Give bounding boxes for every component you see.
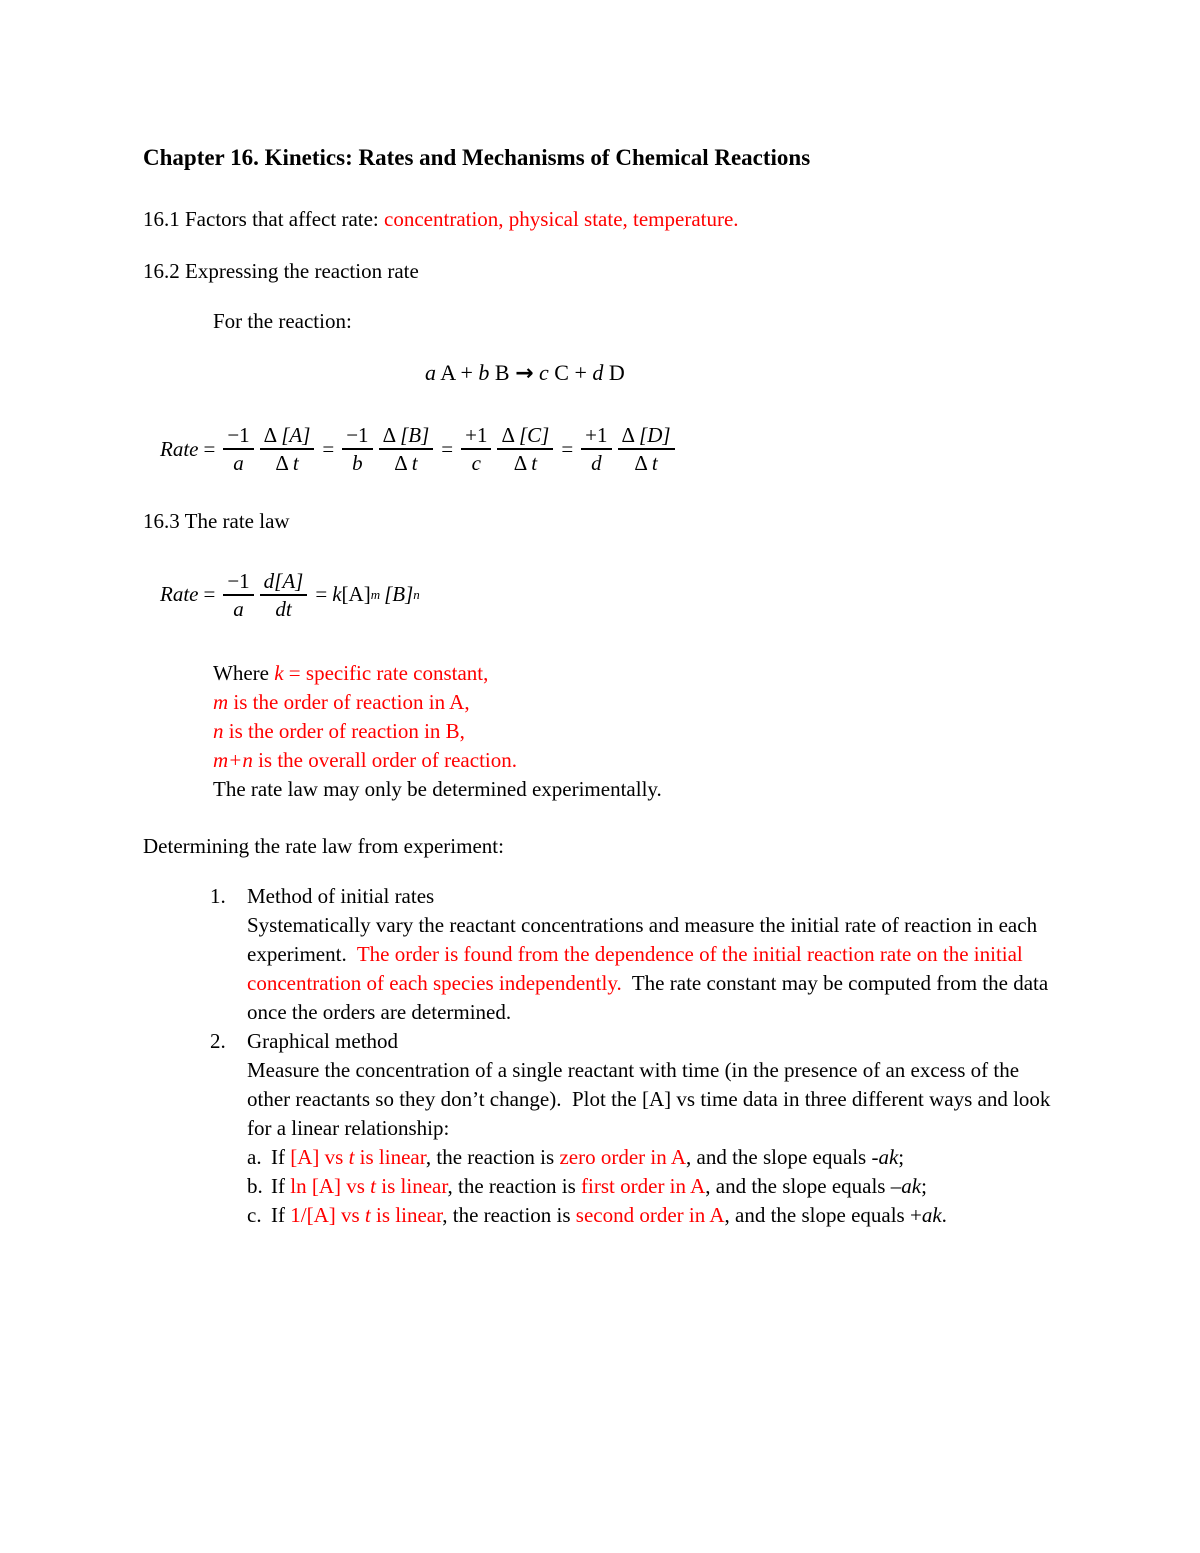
determining-heading: Determining the rate law from experiment: xyxy=(143,834,504,858)
list-marker: a. xyxy=(247,1145,262,1169)
section-16-3-heading: 16.3 The rate law xyxy=(143,509,290,533)
fraction-dB-dt: $\frac{\Delta [B]}{\text{Δ t}}$ xyxy=(379,423,434,475)
fraction-coef-c: $\frac{+1}{c}$ xyxy=(461,423,491,475)
section-16-1-answer: concentration, physical state, temperature. xyxy=(384,207,739,231)
rate-lhs: Rate xyxy=(160,582,199,606)
methods-list xyxy=(210,882,1057,1230)
list-item-graphical-method xyxy=(210,1027,1057,1230)
list-item-method-of-initial-rates xyxy=(210,882,1057,1027)
general-reaction-equation: a A + b B → c C + d D xyxy=(425,360,625,386)
page-title: Chapter 16. Kinetics: Rates and Mechanisms of Chemical Reactions xyxy=(143,145,811,170)
sub-item-first-order: b. If ln [A] vs t is linear, the reaction is first order in A, and the slope equals –ak; xyxy=(247,1172,1057,1201)
for-the-reaction-label: For the reaction: xyxy=(213,309,352,333)
definition-m: m is the order of reaction in A, xyxy=(213,690,470,714)
fraction-coef-a: $\frac{-1}{a}$ xyxy=(223,423,253,475)
concentration-B: [B] xyxy=(384,582,414,606)
concentration-A: [A] xyxy=(341,582,371,606)
definition-overall-order: m+n is the overall order of reaction. xyxy=(213,748,517,772)
section-16-1-label: 16.1 Factors that affect rate: xyxy=(143,207,385,231)
sub-item-zero-order: a. If [A] vs t is linear, the reaction is zero order in A, and the slope equals -ak; xyxy=(247,1143,1057,1172)
fraction-dA-dt: $\frac{\Delta [A]}{\text{Δ t}}$ xyxy=(260,423,315,475)
list-marker: c. xyxy=(247,1203,262,1227)
fraction-dC-dt: $\frac{\Delta [C]}{\text{Δ t}}$ xyxy=(497,423,553,475)
section-16-1 xyxy=(143,205,1057,234)
method2-title: Graphical method xyxy=(247,1029,399,1053)
method1-title: Method of initial rates xyxy=(247,884,435,908)
fraction-coef-d: $\frac{+1}{d}$ xyxy=(581,423,611,475)
definition-n: n is the order of reaction in B, xyxy=(213,719,465,743)
list-marker: 1. xyxy=(210,884,226,908)
fraction-minus1-a: $\frac{-1}{a}$ xyxy=(223,569,253,621)
list-marker: b. xyxy=(247,1174,263,1198)
rate-constant-k: k xyxy=(332,582,342,606)
rate-law-note: The rate law may only be determined experimentally. xyxy=(213,777,662,801)
list-marker: 2. xyxy=(210,1029,226,1053)
rate-law-definitions xyxy=(143,659,1057,804)
sub-item-second-order: c. If 1/[A] vs t is linear, the reaction is second order in A, and the slope equals +ak. xyxy=(247,1201,1057,1230)
fraction-coef-b: $\frac{-1}{b}$ xyxy=(342,423,372,475)
method1-description: Systematically vary the reactant concentrations and measure the initial rate of reaction in each experiment. The order is found from the dependence of the initial reaction rate on the initial concentration of each species independently. The rate constant may be computed from the data once the orders are determined. xyxy=(247,913,1054,1024)
rate-law-equation: Rate = $\frac{-1}{a}$ $\frac{d[A]}{dt}$ = k [A] m [B] n xyxy=(160,568,420,621)
method2-description: Measure the concentration of a single reactant with time (in the presence of an excess of the other reactants so they don’t change). Plot the [A] vs time data in three different ways and look for a linear relationship: xyxy=(247,1058,1056,1140)
rate-expression-equation: Rate = $\frac{-1}{a}$ $\frac{\Delta [A]}{\text{Δ t}}$ = $\frac{-1}{b}$ $\frac{\Delta [B]}{\text{Δ t}}$ = $\frac{+1}{c}$ $\frac{\Delta [C]}{\text{Δ t}}$ = $\frac{+1}{d}$ $\frac{\Delta [D]}{\text{Δ t}}$ xyxy=(160,412,1057,486)
right-arrow-icon: → xyxy=(515,361,534,386)
fraction-dA-dt-derivative: $\frac{d[A]}{dt}$ xyxy=(260,569,308,621)
section-16-2-heading: 16.2 Expressing the reaction rate xyxy=(143,259,419,283)
definition-k: Where k = specific rate constant, xyxy=(213,661,489,685)
fraction-dD-dt: $\frac{\Delta [D]}{\text{Δ t}}$ xyxy=(618,423,675,475)
rate-lhs: Rate xyxy=(160,436,199,461)
